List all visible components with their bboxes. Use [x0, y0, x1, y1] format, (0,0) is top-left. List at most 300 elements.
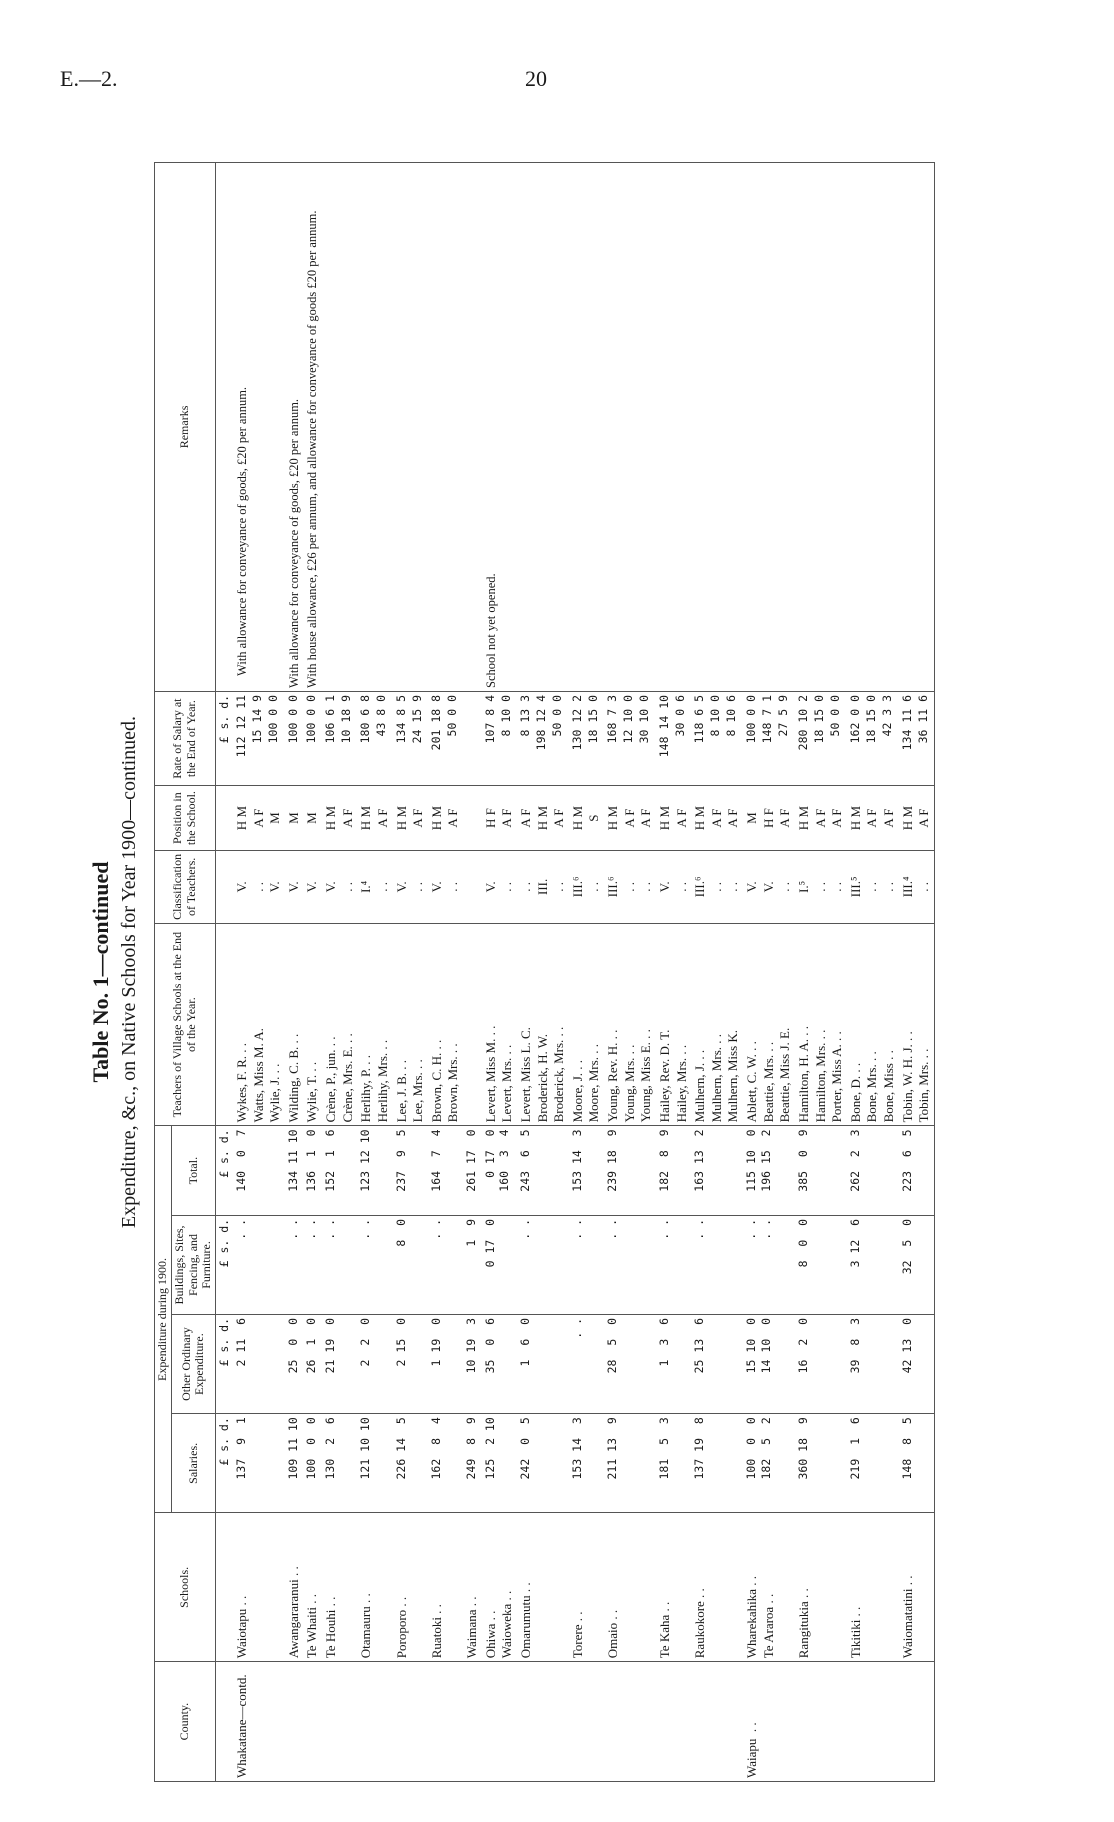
cell-rate	[656, 691, 691, 785]
schools-line: Rangitukia . .	[795, 1588, 811, 1659]
table-row	[393, 163, 428, 1782]
cls-line: . .	[916, 881, 932, 892]
table-row	[743, 163, 795, 1782]
salaries-value: 219 1 6	[847, 1417, 862, 1480]
schools-line: Poroporo . .	[393, 1596, 409, 1659]
rate-line: 100 0 0	[744, 694, 759, 744]
cell-county	[322, 1662, 357, 1782]
pos-line: A F	[621, 808, 637, 828]
cell-schools	[847, 1513, 899, 1662]
cell-total	[847, 1126, 899, 1216]
cls-line: III.⁶	[692, 876, 708, 898]
cell-rate	[322, 691, 357, 785]
cell-county	[899, 1662, 935, 1782]
cell-schools	[899, 1513, 935, 1662]
pos-line: A F	[551, 808, 567, 828]
cell-cls	[482, 850, 517, 923]
teachers-line: Brown, C. H. . .	[428, 1039, 444, 1123]
teachers-line: Tobin, Mrs. . .	[916, 1048, 932, 1123]
total-value: 163 13 2	[692, 1129, 707, 1192]
cell-schools	[463, 1513, 482, 1662]
cell-cls	[656, 850, 691, 923]
salaries-value: 360 18 9	[795, 1417, 810, 1480]
salaries-value: 137 19 8	[692, 1417, 707, 1480]
rate-line: 100 0 0	[304, 694, 319, 744]
cell-teachers	[393, 923, 428, 1126]
cell-schools	[569, 1513, 604, 1662]
teachers-line: Beattie, Mrs. . .	[760, 1041, 776, 1123]
cell-cls	[691, 850, 743, 923]
rate-line: 130 12 2	[569, 694, 584, 751]
cls-line: . .	[551, 881, 567, 892]
other-value: 39 8 3	[847, 1317, 862, 1374]
other-value: 35 0 6	[482, 1317, 497, 1374]
cell-buildings	[285, 1215, 304, 1314]
county-value: Whakatane—contd.	[233, 1674, 249, 1778]
cell-buildings	[847, 1215, 899, 1314]
schools-line: Omarumutu . .	[517, 1582, 533, 1659]
cell-total	[428, 1126, 463, 1216]
total-value: 243 6 5	[517, 1129, 532, 1192]
cell-buildings	[656, 1215, 691, 1314]
pos-line: A F	[881, 808, 897, 828]
cell-buildings	[569, 1215, 604, 1314]
cell-salaries	[393, 1414, 428, 1513]
cell-teachers	[285, 923, 304, 1126]
teachers-line: Herlihy, P. . .	[358, 1055, 374, 1123]
rate-line: 43 8 0	[374, 694, 389, 737]
teachers-line: Mulhern, Mrs. . .	[708, 1033, 724, 1123]
cell-schools	[656, 1513, 691, 1662]
cell-county	[691, 1662, 743, 1782]
pos-line: M	[744, 812, 760, 824]
cell-salaries	[482, 1414, 517, 1513]
cls-line: V.	[760, 881, 776, 893]
cell-remarks	[357, 163, 392, 692]
header-rate: Rate of Salary at the End of Year.	[155, 691, 216, 785]
cell-county	[463, 1662, 482, 1782]
rate-line: 112 12 11	[233, 694, 248, 758]
cell-schools	[795, 1513, 847, 1662]
pos-line: H F	[760, 808, 776, 829]
cell-salaries	[743, 1414, 795, 1513]
schools-line: Waioweka . .	[499, 1590, 515, 1659]
cell-total	[303, 1126, 322, 1216]
buildings-value: . .	[692, 1218, 707, 1240]
cell-rate	[285, 691, 304, 785]
pos-line: A F	[708, 808, 724, 828]
buildings-value: . .	[285, 1218, 300, 1240]
teachers-line: Wylie, J. . .	[267, 1063, 283, 1123]
cell-pos	[393, 786, 428, 851]
cell-total	[795, 1126, 847, 1216]
table-row	[691, 163, 743, 1782]
cell-teachers	[743, 923, 795, 1126]
cell-schools	[604, 1513, 656, 1662]
cell-teachers	[517, 923, 569, 1126]
cell-teachers	[322, 923, 357, 1126]
pos-line: H F	[482, 808, 498, 829]
cell-remarks	[604, 163, 656, 692]
teachers-line: Hailey, Rev. D. T.	[656, 1029, 672, 1123]
expenditure-table	[154, 162, 935, 1782]
cell-teachers	[357, 923, 392, 1126]
cell-county	[517, 1662, 569, 1782]
pos-line: M	[267, 812, 283, 824]
cls-line: III.	[534, 878, 550, 895]
cell-buildings	[795, 1215, 847, 1314]
cls-line: V.	[285, 881, 301, 893]
total-value: 152 1 6	[323, 1129, 338, 1192]
cls-line: . .	[339, 881, 355, 892]
cell-schools	[428, 1513, 463, 1662]
cell-total	[604, 1126, 656, 1216]
total-value: 136 1 0	[304, 1129, 319, 1192]
teachers-line: Ablett, C. W. . .	[744, 1041, 760, 1123]
total-value: 134 11 10	[285, 1129, 300, 1192]
pos-line: H M	[569, 805, 585, 831]
cell-county	[303, 1662, 322, 1782]
rate-line: 8 13 3	[517, 694, 532, 737]
teachers-line: Beattie, Miss J. E.	[777, 1027, 793, 1123]
salaries-value: 249 8 9	[464, 1417, 479, 1480]
teachers-line: Tobin, W. H. J. . .	[899, 1031, 915, 1123]
salaries-value: 130 2 6	[323, 1417, 338, 1480]
cell-county	[482, 1662, 517, 1782]
salaries-value: 100 0 0	[304, 1417, 319, 1480]
teachers-line: Herlihy, Mrs. . .	[374, 1039, 390, 1123]
remark-line: With allowance for conveyance of goods, £20 per annum.	[234, 386, 249, 676]
cls-line: . .	[374, 881, 390, 892]
cell-total	[393, 1126, 428, 1216]
cell-buildings	[517, 1215, 569, 1314]
pos-line: H M	[847, 805, 863, 831]
cell-rate	[691, 691, 743, 785]
pos-line: M	[304, 812, 320, 824]
total-value: 123 12 10	[358, 1129, 373, 1192]
pos-line: H M	[358, 805, 374, 831]
pos-line: A F	[374, 808, 390, 828]
teachers-line: Wykes, F. R. . .	[233, 1042, 249, 1123]
cell-remarks	[233, 163, 285, 692]
other-value: . .	[569, 1317, 584, 1339]
pos-line: A F	[410, 808, 426, 828]
rate-line: 24 15 9	[409, 694, 424, 744]
schools-line: Waiomatatini . .	[899, 1575, 915, 1659]
cell-county	[357, 1662, 392, 1782]
cell-buildings	[303, 1215, 322, 1314]
buildings-value: 8 0 0	[795, 1218, 810, 1268]
buildings-value: 1 9	[464, 1218, 479, 1247]
cell-other	[517, 1314, 569, 1413]
teachers-line: Levert, Miss L. C.	[517, 1027, 533, 1123]
remark-line: With allowance for conveyance of goods, £20 per annum.	[286, 398, 301, 688]
rate-line: 50 0 0	[549, 694, 564, 737]
cell-salaries	[303, 1414, 322, 1513]
cls-line: V.	[233, 881, 249, 893]
rate-line: 18 15 0	[585, 694, 600, 744]
other-value: 25 0 0	[285, 1317, 300, 1374]
cell-pos	[795, 786, 847, 851]
table-row	[357, 163, 392, 1782]
total-value: 140 0 7	[233, 1129, 248, 1192]
cls-line: . .	[410, 881, 426, 892]
header-buildings: Buildings, Sites, Fencing, and Furniture.	[171, 1215, 215, 1314]
units-row	[216, 163, 233, 1782]
other-value: 1 6 0	[517, 1317, 532, 1367]
buildings-value: 8 0	[393, 1218, 408, 1247]
teachers-line: Brown, Mrs. . .	[445, 1043, 461, 1123]
pos-line: A F	[812, 808, 828, 828]
table-row	[303, 163, 322, 1782]
cell-salaries	[569, 1414, 604, 1513]
cell-rate	[899, 691, 935, 785]
cell-buildings	[233, 1215, 285, 1314]
teachers-line: Young, Miss E. . .	[638, 1029, 654, 1123]
schools-line: Waiotapu . .	[233, 1595, 249, 1659]
cell-salaries	[656, 1414, 691, 1513]
cls-line: . .	[638, 881, 654, 892]
cell-county	[604, 1662, 656, 1782]
cell-pos	[899, 786, 935, 851]
cell-pos	[691, 786, 743, 851]
total-value: 164 7 4	[428, 1129, 443, 1192]
cell-total	[482, 1126, 517, 1216]
table-row	[322, 163, 357, 1782]
schools-line: Waimana . .	[464, 1596, 480, 1659]
cell-pos	[604, 786, 656, 851]
salaries-value: 121 10 10	[358, 1417, 373, 1480]
cls-line: I.⁴	[358, 880, 374, 893]
header-other: Other Ordinary Expenditure.	[171, 1314, 215, 1413]
teachers-line: Hamilton, Mrs. . .	[812, 1029, 828, 1123]
cell-rate	[357, 691, 392, 785]
other-value: 2 2 0	[358, 1317, 373, 1367]
header-teachers: Teachers of Village Schools at the End of the Year.	[155, 923, 216, 1126]
cell-other	[285, 1314, 304, 1413]
cell-teachers	[233, 923, 285, 1126]
schools-line: Te Houhi . .	[323, 1596, 339, 1659]
cell-county	[233, 1662, 285, 1782]
salaries-value: 148 8 5	[899, 1417, 914, 1480]
schools-line: Torere . .	[569, 1611, 585, 1659]
cell-cls	[795, 850, 847, 923]
salaries-value: 137 9 1	[233, 1417, 248, 1480]
pos-line: H M	[428, 805, 444, 831]
teachers-line: Porter, Miss A. . .	[829, 1031, 845, 1123]
table-subtitle: Expenditure, &c., on Native Schools for Year 1900—continued.	[118, 715, 140, 1229]
cell-rate	[482, 691, 517, 785]
cell-rate	[428, 691, 463, 785]
other-value: 2 15 0	[393, 1317, 408, 1367]
pos-line: A F	[499, 808, 515, 828]
cell-pos	[357, 786, 392, 851]
cell-other	[847, 1314, 899, 1413]
pos-line: A F	[725, 808, 741, 828]
cls-line: . .	[621, 881, 637, 892]
teachers-line: Crène, P., jun. . .	[323, 1036, 339, 1123]
cell-pos	[743, 786, 795, 851]
cell-salaries	[285, 1414, 304, 1513]
rate-line: 50 0 0	[444, 694, 459, 737]
county-value: Waiapu . .	[744, 1722, 760, 1778]
salaries-value: 181 5 3	[656, 1417, 671, 1480]
cell-remarks	[285, 163, 304, 692]
teachers-line: Hailey, Mrs. . .	[673, 1044, 689, 1123]
cell-cls	[393, 850, 428, 923]
cell-other	[393, 1314, 428, 1413]
cell-cls	[357, 850, 392, 923]
cls-line: V.	[428, 881, 444, 893]
buildings-value: 3 12 6	[847, 1218, 862, 1268]
pos-line: H M	[795, 805, 811, 831]
cell-county	[847, 1662, 899, 1782]
cell-buildings	[743, 1215, 795, 1314]
cell-cls	[322, 850, 357, 923]
page-section: E.—2.	[60, 66, 118, 91]
cls-line: . .	[250, 881, 266, 892]
cell-schools	[285, 1513, 304, 1662]
cell-buildings	[428, 1215, 463, 1314]
cell-salaries	[463, 1414, 482, 1513]
cls-line: . .	[499, 881, 515, 892]
cell-cls	[517, 850, 569, 923]
total-value: 0 17 0 160 3 4	[482, 1129, 512, 1192]
other-value: 26 1 0	[304, 1317, 319, 1374]
schools-line: Omaio . .	[605, 1609, 621, 1659]
header-schools: Schools.	[155, 1513, 216, 1662]
cell-schools	[482, 1513, 517, 1662]
cell-buildings	[604, 1215, 656, 1314]
total-value: 237 9 5	[393, 1129, 408, 1192]
cell-salaries	[899, 1414, 935, 1513]
cell-buildings	[322, 1215, 357, 1314]
total-value: 239 18 9	[605, 1129, 620, 1192]
cls-line: III.⁴	[899, 876, 915, 898]
cell-county	[743, 1662, 795, 1782]
cls-line: V.	[323, 881, 339, 893]
header-salaries: Salaries.	[171, 1414, 215, 1513]
cell-total	[357, 1126, 392, 1216]
total-value: 385 0 9	[795, 1129, 810, 1192]
pos-line: A F	[777, 808, 793, 828]
header-classification: Classification of Teachers.	[155, 850, 216, 923]
cell-teachers	[691, 923, 743, 1126]
rate-line: 15 14 9	[249, 694, 264, 744]
header-position: Position in the School.	[155, 786, 216, 851]
header-county: County.	[155, 1662, 216, 1782]
teachers-line: Wylie, T. . .	[304, 1061, 320, 1123]
pos-line: A F	[517, 808, 533, 828]
cell-teachers	[482, 923, 517, 1126]
pos-line: A F	[916, 808, 932, 828]
cell-county	[393, 1662, 428, 1782]
header-expenditure-group: Expenditure during 1900.	[155, 1126, 172, 1513]
cell-remarks	[691, 163, 743, 692]
teachers-line: Watts, Miss M. A.	[250, 1028, 266, 1123]
salaries-value: 226 14 5	[393, 1417, 408, 1480]
buildings-value: . .	[656, 1218, 671, 1240]
cell-cls	[847, 850, 899, 923]
units-other: £ s. d.	[216, 1314, 233, 1413]
cell-total	[899, 1126, 935, 1216]
units-salaries: £ s. d.	[216, 1414, 233, 1513]
cls-line: III.⁶	[569, 876, 585, 898]
cell-total	[322, 1126, 357, 1216]
cell-pos	[463, 786, 482, 851]
schools-line: Ohiwa . .	[482, 1610, 498, 1659]
rate-line: 107 8 4	[482, 694, 497, 744]
table-body	[216, 163, 935, 1782]
table-row	[569, 163, 604, 1782]
cell-schools	[322, 1513, 357, 1662]
cls-line: V.	[304, 881, 320, 893]
buildings-value: . .	[358, 1218, 373, 1240]
header-remarks: Remarks	[155, 163, 216, 692]
cell-rate	[604, 691, 656, 785]
cell-total	[691, 1126, 743, 1216]
cell-other	[482, 1314, 517, 1413]
cell-cls	[463, 850, 482, 923]
cell-total	[285, 1126, 304, 1216]
units-rate: £ s. d.	[216, 691, 233, 785]
schools-line: Ruatoki . .	[428, 1604, 444, 1659]
cell-rate	[569, 691, 604, 785]
cell-salaries	[428, 1414, 463, 1513]
pos-line: H M	[323, 805, 339, 831]
rotated-table-canvas	[76, 162, 1076, 1782]
table-row	[428, 163, 463, 1782]
cell-schools	[303, 1513, 322, 1662]
pos-line: H M	[605, 805, 621, 831]
cell-county	[795, 1662, 847, 1782]
cell-rate	[463, 691, 482, 785]
buildings-value: . . . .	[744, 1218, 773, 1240]
cls-line: . .	[708, 881, 724, 892]
teachers-line: Lee, J. B. . .	[393, 1059, 409, 1123]
cls-line: . .	[777, 881, 793, 892]
pos-line: A F	[638, 808, 654, 828]
other-value: 42 13 0	[899, 1317, 914, 1374]
cell-remarks	[322, 163, 357, 692]
cell-salaries	[517, 1414, 569, 1513]
pos-line: S	[586, 814, 602, 822]
buildings-value: . .	[605, 1218, 620, 1240]
cell-other	[233, 1314, 285, 1413]
cell-salaries	[691, 1414, 743, 1513]
teachers-line: Broderick, H. W.	[534, 1033, 550, 1123]
cls-line: . .	[881, 881, 897, 892]
cell-cls	[743, 850, 795, 923]
rate-line: 42 3 3	[879, 694, 894, 737]
cell-salaries	[604, 1414, 656, 1513]
units-total: £ s. d.	[216, 1126, 233, 1216]
cell-other	[303, 1314, 322, 1413]
schools-line: Raukokore . .	[692, 1588, 708, 1659]
cell-schools	[691, 1513, 743, 1662]
rate-line: 50 0 0	[827, 694, 842, 737]
cell-salaries	[357, 1414, 392, 1513]
schools-line: Te Kaha . .	[656, 1601, 672, 1659]
cell-rate	[517, 691, 569, 785]
pos-line: H M	[656, 805, 672, 831]
schools-line: Wharekahika . .	[744, 1575, 760, 1659]
cell-rate	[743, 691, 795, 785]
cell-total	[463, 1126, 482, 1216]
salaries-value: 125 2 10	[482, 1417, 497, 1480]
table-row	[656, 163, 691, 1782]
rate-line: 10 18 9	[339, 694, 354, 744]
